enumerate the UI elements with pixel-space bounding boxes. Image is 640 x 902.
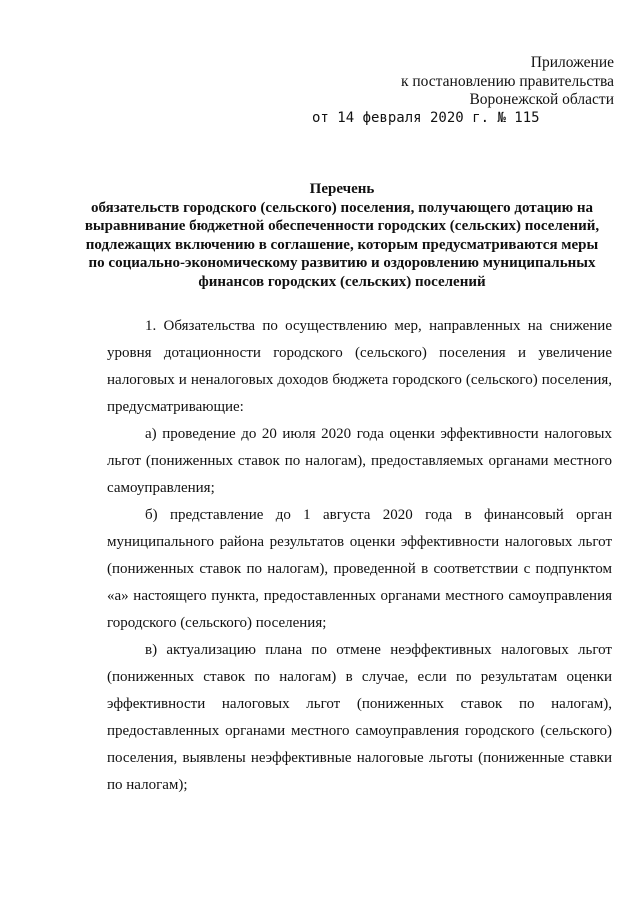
paragraph-v: в) актуализацию плана по отмене неэффективных налоговых льгот (пониженных ставок по налогам) в случае, если по результатам оценки эффективности налоговых льгот (пониженных ставок по налогам), предоставленных органами местного самоуправления городского (сельского) поселения, выявлены неэффективные налоговые льготы (пониженные ставки по налогам);	[107, 642, 612, 793]
annex-title: Приложение	[530, 54, 614, 71]
title-subtitle: обязательств городского (сельского) поселения, получающего дотацию на выравнивание бюджетной обеспеченности городских (сельских) поселений, подлежащих включению в соглашение, которым предусматриваются меры по социально-экономическому развитию и оздоровлению муниципальных финансов городских (сельских) поселений	[84, 199, 600, 290]
annex-block	[401, 54, 614, 110]
paragraph-1: 1. Обязательства по осуществлению мер, направленных на снижение уровня дотационности городского (сельского) поселения и увеличение налоговых и неналоговых доходов бюджета городского (сельского) поселения, предусматривающие:	[107, 318, 612, 415]
annex-region: Воронежской области	[469, 91, 614, 108]
annex-date-stamp: от 14 февраля 2020 г. № 115	[312, 110, 540, 126]
document-body	[107, 313, 612, 799]
document-title	[80, 180, 604, 291]
paragraph-b: б) представление до 1 августа 2020 года в финансовый орган муниципального района результатов оценки эффективности налоговых льгот (пониженных ставок по налогам), проведенной в соответствии с подпунктом «а» настоящего пункта, предоставленных органами местного самоуправления городского (сельского) поселения;	[107, 507, 612, 631]
paragraph-a: а) проведение до 20 июля 2020 года оценки эффективности налоговых льгот (пониженных ставок по налогам), предоставляемых органами местного самоуправления;	[107, 426, 612, 496]
title-heading: Перечень	[309, 181, 375, 197]
annex-reference: к постановлению правительства	[400, 72, 614, 90]
